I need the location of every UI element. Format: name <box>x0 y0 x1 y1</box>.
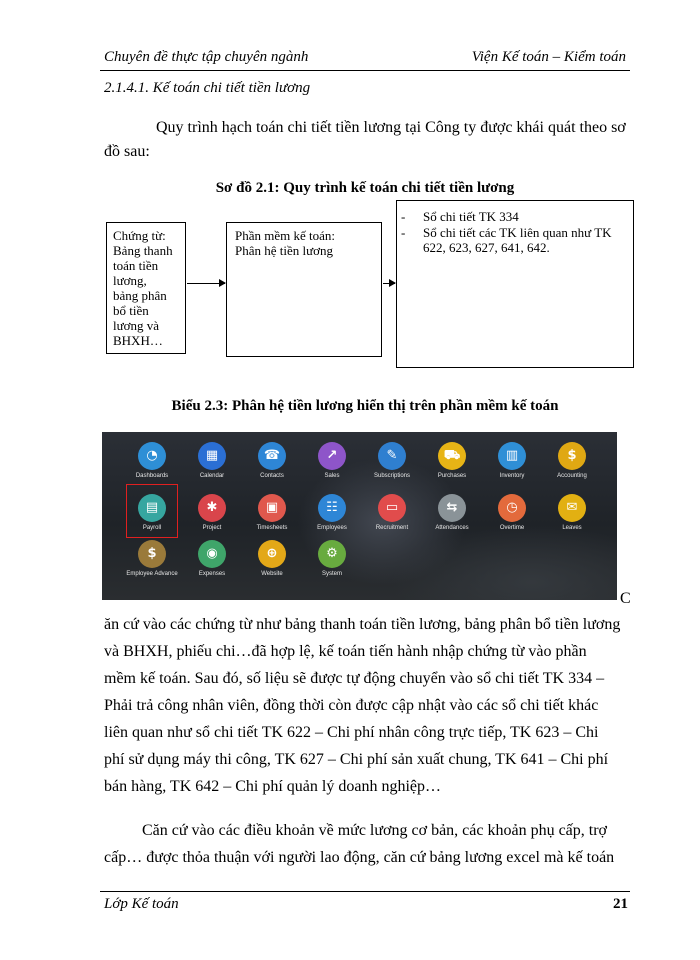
page-number: 21 <box>613 896 628 912</box>
text-line: ăn cứ vào các chứng từ như bảng thanh toán tiền lương, bảng phân bổ tiền lương <box>104 616 621 633</box>
leaves-icon: ✉ <box>558 494 586 522</box>
recruitment-icon: ▭ <box>378 494 406 522</box>
app-label: Sales <box>324 473 340 479</box>
app-label: Calendar <box>199 473 225 479</box>
box-line: Bảng thanh <box>113 243 173 258</box>
box-line: lương, <box>113 273 147 288</box>
page-header <box>100 48 630 71</box>
app-expenses[interactable] <box>182 540 242 577</box>
system-icon: ⚙ <box>318 540 346 568</box>
app-dashboards[interactable] <box>122 442 182 479</box>
app-overtime[interactable] <box>482 494 542 531</box>
app-label: Purchases <box>437 473 467 479</box>
text-line: bán hàng, TK 642 – Chi phí quản lý doanh nghiệp… <box>104 778 441 795</box>
diagram-box-vouchers <box>106 222 186 354</box>
app-system[interactable] <box>302 540 362 577</box>
app-label: Inventory <box>499 473 525 479</box>
app-label: Accounting <box>557 473 587 479</box>
text-line: liên quan như sổ chi tiết TK 622 – Chi phí nhân công trực tiếp, TK 623 – Chi <box>104 724 599 741</box>
ledger-item: - Sổ chi tiết TK 334 <box>423 209 623 224</box>
text-line: Phải trả công nhân viên, đồng thời còn được cập nhật vào các sổ chi tiết khác <box>104 697 599 714</box>
app-label: System <box>321 571 342 577</box>
diagram-box-software <box>226 222 382 357</box>
ledger-item: - Sổ chi tiết các TK liên quan như TK 622, 623, 627, 641, 642. <box>423 225 623 255</box>
expenses-icon: ◉ <box>198 540 226 568</box>
section-title: 2.1.4.1. Kế toán chi tiết tiền lương <box>104 80 311 96</box>
text-line: cấp… được thỏa thuận với người lao động, căn cứ bảng lương excel mà kế toán <box>104 849 615 866</box>
app-label: Attendances <box>435 525 469 531</box>
app-label: Employees <box>317 525 347 531</box>
footer-class: Lớp Kế toán <box>104 896 179 912</box>
app-calendar[interactable] <box>182 442 242 479</box>
text-line: và BHXH, phiếu chi…đã hợp lệ, kế toán tiến hành nhập chứng từ vào phần <box>104 643 587 660</box>
app-label: Dashboards <box>135 473 169 479</box>
app-purchases[interactable] <box>422 442 482 479</box>
box-line: Phần mềm kế toán: <box>235 228 336 243</box>
app-label: Website <box>261 571 283 577</box>
body-paragraph-2 <box>104 817 634 871</box>
app-project[interactable] <box>182 494 242 531</box>
intro-line-1: Quy trình hạch toán chi tiết tiền lương tại Công ty được khái quát theo sơ <box>156 119 626 136</box>
employee-advance-icon: $ <box>138 540 166 568</box>
text-line: mềm kế toán. Sau đó, số liệu sẽ được tự động chuyển vào sổ chi tiết TK 334 – <box>104 670 605 687</box>
app-recruitment[interactable] <box>362 494 422 531</box>
calendar-icon: ▦ <box>198 442 226 470</box>
box-line: lương và <box>113 318 160 333</box>
contacts-icon: ☎ <box>258 442 286 470</box>
text-line: phí sử dụng máy thi công, TK 627 – Chi phí sản xuất chung, TK 641 – Chi phí <box>104 751 609 768</box>
app-label: Employee Advance <box>126 571 178 577</box>
timesheets-icon: ▣ <box>258 494 286 522</box>
inventory-icon: ▥ <box>498 442 526 470</box>
app-accounting[interactable] <box>542 442 602 479</box>
diagram-box-ledgers <box>396 200 634 368</box>
app-sales[interactable] <box>302 442 362 479</box>
app-label: Contacts <box>260 473 284 479</box>
box-line: Phân hệ tiền lương <box>235 243 334 258</box>
dashboards-icon: ◔ <box>138 442 166 470</box>
body-paragraph <box>104 611 634 800</box>
app-subscriptions[interactable] <box>362 442 422 479</box>
subscriptions-icon: ✎ <box>378 442 406 470</box>
arrow-2 <box>383 283 395 284</box>
app-leaves[interactable] <box>542 494 602 531</box>
app-inventory[interactable] <box>482 442 542 479</box>
app-timesheets[interactable] <box>242 494 302 531</box>
app-employees[interactable] <box>302 494 362 531</box>
figure-title: Biểu 2.3: Phân hệ tiền lương hiển thị trên phần mềm kế toán <box>171 398 559 414</box>
header-left: Chuyên đề thực tập chuyên ngành <box>104 49 309 65</box>
box-line: Chứng từ: <box>113 228 166 243</box>
website-icon: ⊕ <box>258 540 286 568</box>
app-label: Project <box>202 525 222 531</box>
app-attendances[interactable] <box>422 494 482 531</box>
app-label: Subscriptions <box>373 473 411 479</box>
app-label: Timesheets <box>256 525 288 531</box>
page-footer <box>100 891 630 912</box>
arrow-1 <box>187 283 225 284</box>
app-payroll[interactable] <box>122 494 182 531</box>
app-label: Payroll <box>142 525 162 531</box>
accounting-icon: $ <box>558 442 586 470</box>
dropcap-char: C <box>620 590 631 607</box>
box-line: BHXH… <box>113 333 163 348</box>
box-line: bổ tiền <box>113 303 149 318</box>
box-line: toán tiền <box>113 258 159 273</box>
app-label: Overtime <box>499 525 525 531</box>
app-label: Expenses <box>198 571 226 577</box>
box-line: bảng phân <box>113 288 167 303</box>
sales-icon: ↗ <box>318 442 346 470</box>
app-employee-advance[interactable] <box>122 540 182 577</box>
header-right: Viện Kế toán – Kiểm toán <box>471 49 626 65</box>
project-icon: ✱ <box>198 494 226 522</box>
text-line: Căn cứ vào các điều khoản về mức lương cơ bản, các khoản phụ cấp, trợ <box>142 822 608 839</box>
purchases-icon: ⛟ <box>438 442 466 470</box>
payroll-icon: ▤ <box>138 494 166 522</box>
overtime-icon: ◷ <box>498 494 526 522</box>
intro-line-2: đồ sau: <box>104 143 150 160</box>
app-label: Leaves <box>562 525 582 531</box>
software-screenshot <box>102 432 617 600</box>
attendances-icon: ⇆ <box>438 494 466 522</box>
employees-icon: ☷ <box>318 494 346 522</box>
diagram-title: Sơ đồ 2.1: Quy trình kế toán chi tiết tiền lương <box>215 180 515 196</box>
app-website[interactable] <box>242 540 302 577</box>
app-label: Recruitment <box>375 525 409 531</box>
app-contacts[interactable] <box>242 442 302 479</box>
